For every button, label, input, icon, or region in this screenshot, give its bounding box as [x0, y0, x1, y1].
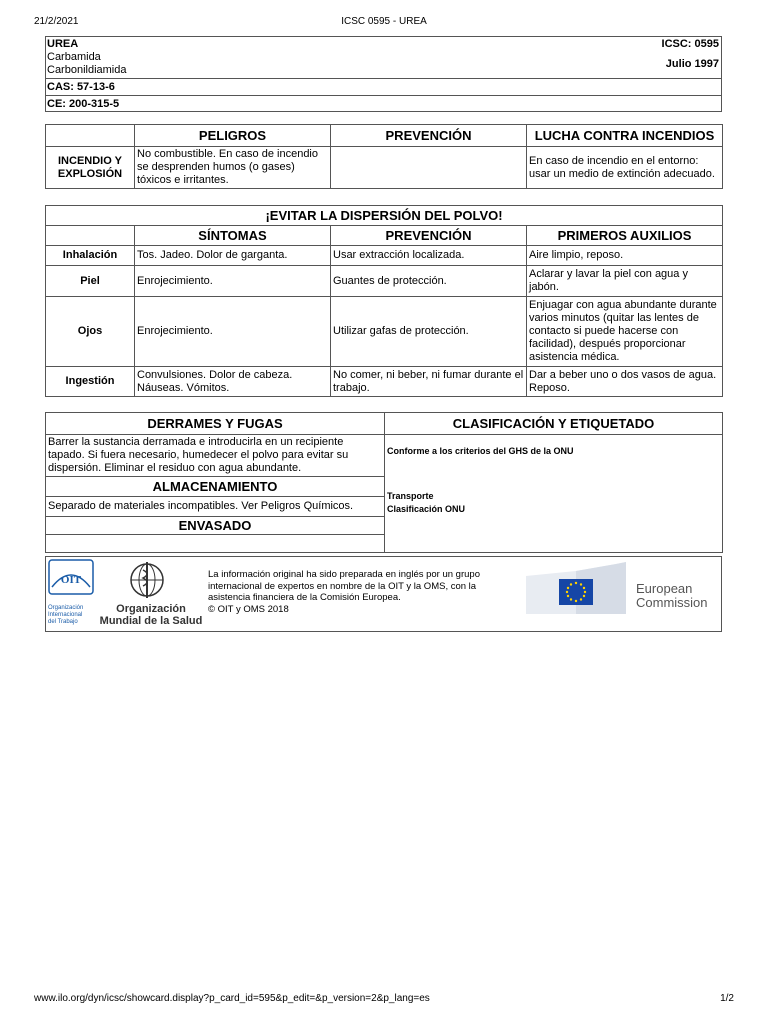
row-label: Inhalación [46, 246, 135, 266]
ce-number: CE: 200-315-5 [47, 98, 120, 110]
ilo-logo [48, 559, 94, 595]
storage-title: ALMACENAMIENTO [46, 477, 385, 497]
exposure-title: ¡EVITAR LA DISPERSIÓN DEL POLVO! [46, 206, 723, 226]
who-caption: Organización Mundial de la Salud [99, 603, 203, 627]
row-label: Piel [46, 266, 135, 297]
who-logo [126, 560, 168, 600]
card-date: Julio 1997 [665, 58, 719, 70]
symptoms: Enrojecimiento. [135, 266, 331, 297]
row-label-fire: INCENDIO Y EXPLOSIÓN [46, 147, 135, 189]
synonym: Carbonildiamida [47, 64, 127, 76]
first-aid: Enjuagar con agua abundante durante varios minutos (quitar las lentes de contacto si puede hacerse con facilidad), después proporcionar asistencia médica. [527, 297, 723, 367]
print-title: ICSC 0595 - UREA [341, 16, 427, 27]
table-row [46, 367, 723, 397]
print-date: 21/2/2021 [34, 16, 79, 27]
prevention: No comer, ni beber, ni fumar durante el trabajo. [331, 367, 527, 397]
ec-name: European Commission [636, 581, 708, 610]
fire-table [45, 124, 723, 189]
storage-text: Separado de materiales incompatibles. Ver Peligros Químicos. [46, 497, 385, 517]
col-hazards: PELIGROS [135, 125, 331, 147]
ilo-caption: Organización Internacional del Trabajo [48, 605, 84, 625]
ilo-logo-text: OIT [60, 574, 82, 586]
first-aid: Aire limpio, reposo. [527, 246, 723, 266]
print-url: www.ilo.org/dyn/icsc/showcard.display?p_card_id=595&p_edit=&p_version=2&p_lang=es [34, 993, 430, 1004]
row-label: Ingestión [46, 367, 135, 397]
ghs-criteria: Conforme a los criterios del GHS de la ONU [387, 446, 574, 456]
table-row [46, 297, 723, 367]
col-firefighting: LUCHA CONTRA INCENDIOS [527, 125, 723, 147]
footer-info-box [45, 556, 722, 632]
table-row [46, 266, 723, 297]
page-number: 1/2 [720, 993, 734, 1004]
packaging-title: ENVASADO [46, 517, 385, 535]
col-prevention: PREVENCIÓN [331, 226, 527, 246]
packaging-text [46, 535, 385, 553]
prevention: Usar extracción localizada. [331, 246, 527, 266]
col-first-aid: PRIMEROS AUXILIOS [527, 226, 723, 246]
classification-cell [385, 435, 723, 553]
prevention: Guantes de protección. [331, 266, 527, 297]
col-prevention: PREVENCIÓN [331, 125, 527, 147]
first-aid: Dar a beber uno o dos vasos de agua. Reposo. [527, 367, 723, 397]
fire-prevention [331, 147, 527, 189]
classification-title: CLASIFICACIÓN Y ETIQUETADO [385, 413, 723, 435]
first-aid: Aclarar y lavar la piel con agua y jabón. [527, 266, 723, 297]
fire-fighting: En caso de incendio en el entorno: usar un medio de extinción adecuado. [527, 147, 723, 189]
info-text: La información original ha sido preparada en inglés por un grupo internacional de expertos en nombre de la OIT y la OMS, con la asistencia financiera de la Comisión Europea. © OIT y OMS 2018 [208, 569, 480, 615]
un-class-label: Clasificación ONU [387, 504, 466, 514]
prevention: Utilizar gafas de protección. [331, 297, 527, 367]
symptoms: Enrojecimiento. [135, 297, 331, 367]
cas-number: CAS: 57-13-6 [47, 81, 115, 93]
identity-box [45, 36, 722, 112]
symptoms: Convulsiones. Dolor de cabeza. Náuseas. Vómitos. [135, 367, 331, 397]
fire-hazards: No combustible. En caso de incendio se desprenden humos (o gases) tóxicos e irritantes. [135, 147, 331, 189]
spills-classification-table [45, 412, 723, 553]
spills-text: Barrer la sustancia derramada e introducirla en un recipiente tapado. Si fuera necesario, humedecer el polvo para evitar su dispersión. Eliminar el residuo con agua abundante. [46, 435, 385, 477]
col-symptoms: SÍNTOMAS [135, 226, 331, 246]
row-label: Ojos [46, 297, 135, 367]
icsc-number: ICSC: 0595 [661, 38, 719, 50]
spills-title: DERRAMES Y FUGAS [46, 413, 385, 435]
chemical-name: UREA [47, 38, 79, 50]
exposure-table [45, 205, 723, 397]
transport-label: Transporte [387, 491, 434, 501]
table-row [46, 246, 723, 266]
symptoms: Tos. Jadeo. Dolor de garganta. [135, 246, 331, 266]
ec-logo [526, 562, 720, 614]
synonym: Carbamida [47, 51, 101, 63]
